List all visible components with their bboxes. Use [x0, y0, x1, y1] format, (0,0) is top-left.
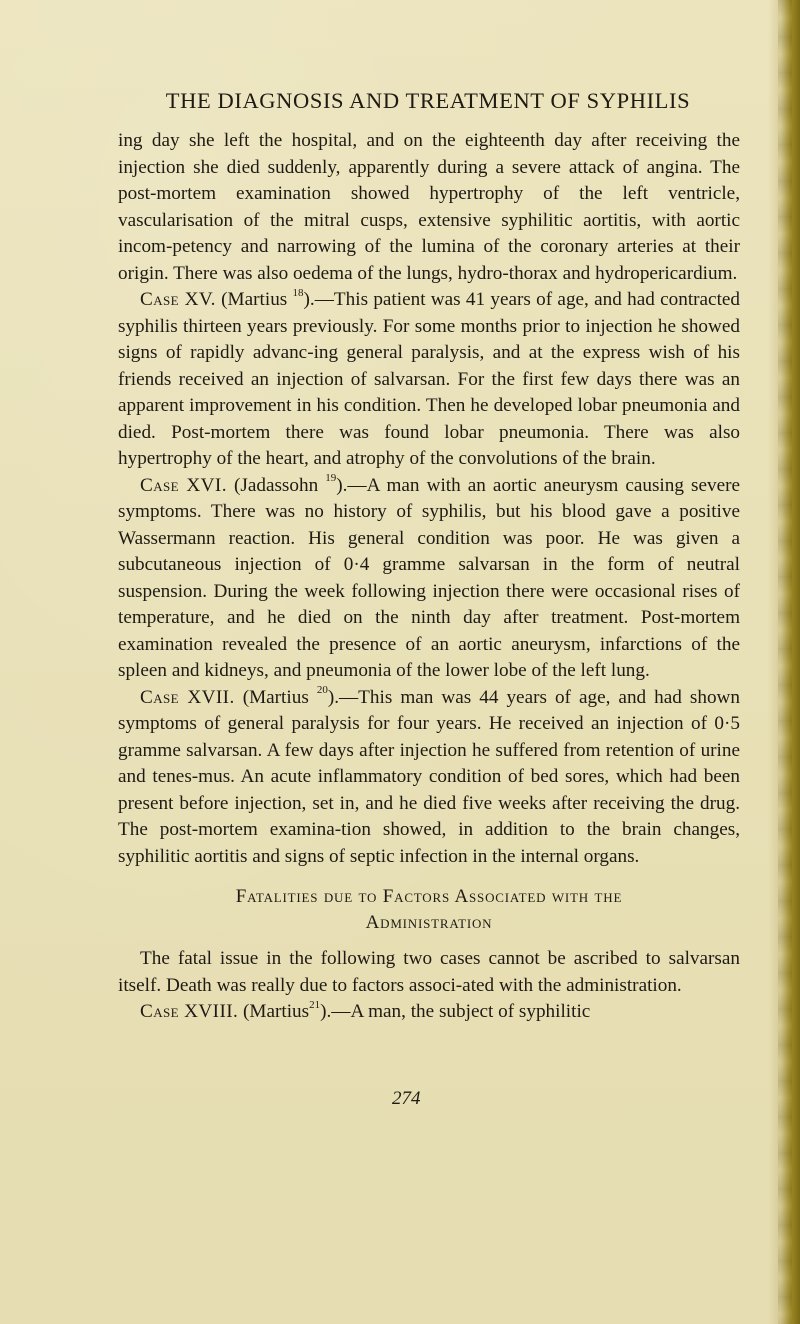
case-text: ).—A man, the subject of syphilitic [320, 1001, 591, 1022]
reference-number: 21 [309, 998, 321, 1011]
case-xvii-paragraph [118, 685, 740, 871]
reference-number: 20 [316, 684, 328, 697]
case-source: (Martius [242, 686, 317, 708]
section-heading [118, 884, 740, 936]
reference-number: 18 [292, 286, 304, 299]
reference-number: 19 [325, 472, 337, 485]
case-label: Case XVI. [140, 474, 227, 496]
case-label: Case XVII. [140, 686, 235, 708]
running-head: THE DIAGNOSIS AND TREATMENT OF SYPHILIS [165, 88, 691, 113]
case-text: ).—This patient was 41 years of age, and had contracted syphilis thirteen years previously. For some months prior to injection he showed signs of rapidly advanc-ing general paralysis, and at the express wish of his friends received an injection of salvarsan. For the first few days there was an apparent improvement in his condition. Then he developed lobar pneumonia and died. Post-mortem there was found lobar pneumonia. There was also hypertrophy of the heart, and atrophy of the convolutions of the brain. [118, 289, 741, 469]
section-heading-line-1: Fatalities due to Factors Associated with the [235, 886, 623, 907]
body-text [118, 128, 740, 1026]
case-label: Case XV. [140, 289, 216, 310]
fatal-issue-paragraph: The fatal issue in the following two cases cannot be ascribed to salvarsan itself. Death was really due to factors associ-ated with the administration. [118, 948, 740, 996]
case-source: (Martius [243, 1001, 310, 1022]
case-source: (Martius [221, 289, 293, 310]
case-xvi-paragraph [118, 473, 740, 685]
case-text: ).—This man was 44 years of age, and had shown symptoms of general paralysis for four years. He received an injection of 0·5 gramme salvarsan. A few days after injection he suffered from retention of urine and tenes-mus. An acute inflammatory condition of bed sores, which had been present before injection, set in, and he died five weeks after receiving the drug. The post-mortem examina-tion showed, in addition to the brain changes, syphilitic aortitis and signs of septic infection in the internal organs. [118, 686, 740, 867]
page-number: 274 [392, 1088, 421, 1109]
page-edge-shadow [778, 0, 792, 1324]
case-xv-paragraph [118, 287, 740, 473]
case-label: Case XVIII. [140, 1001, 239, 1022]
case-source: (Jadassohn [233, 474, 326, 496]
case-text: ).—A man with an aortic aneurysm causing severe symptoms. There was no history of syphilis, but his blood gave a positive Wassermann reaction. His general condition was poor. He was given a subcutaneous injection of 0·4 gramme salvarsan in the form of neutral suspension. During the week following injection there were occasional rises of temperature, and he died on the ninth day after treatment. Post-mortem examination revealed the presence of an aortic aneurysm, infarctions of the spleen and kidneys, and pneumonia of the lower lobe of the left lung. [118, 474, 740, 681]
case-xviii-paragraph [118, 999, 740, 1026]
paragraph-continuation: ing day she left the hospital, and on the eighteenth day after receiving the injection she died suddenly, apparently during a severe attack of angina. The post-mortem examination showed hypertrophy of the left ventricle, vascularisation of the mitral cusps, extensive syphilitic aortitis, with aortic incom-petency and narrowing of the lumina of the coronary arteries at their origin. There was also oedema of the lungs, hydro-thorax and hydropericardium. [118, 130, 740, 284]
section-heading-line-2: Administration [365, 912, 493, 933]
